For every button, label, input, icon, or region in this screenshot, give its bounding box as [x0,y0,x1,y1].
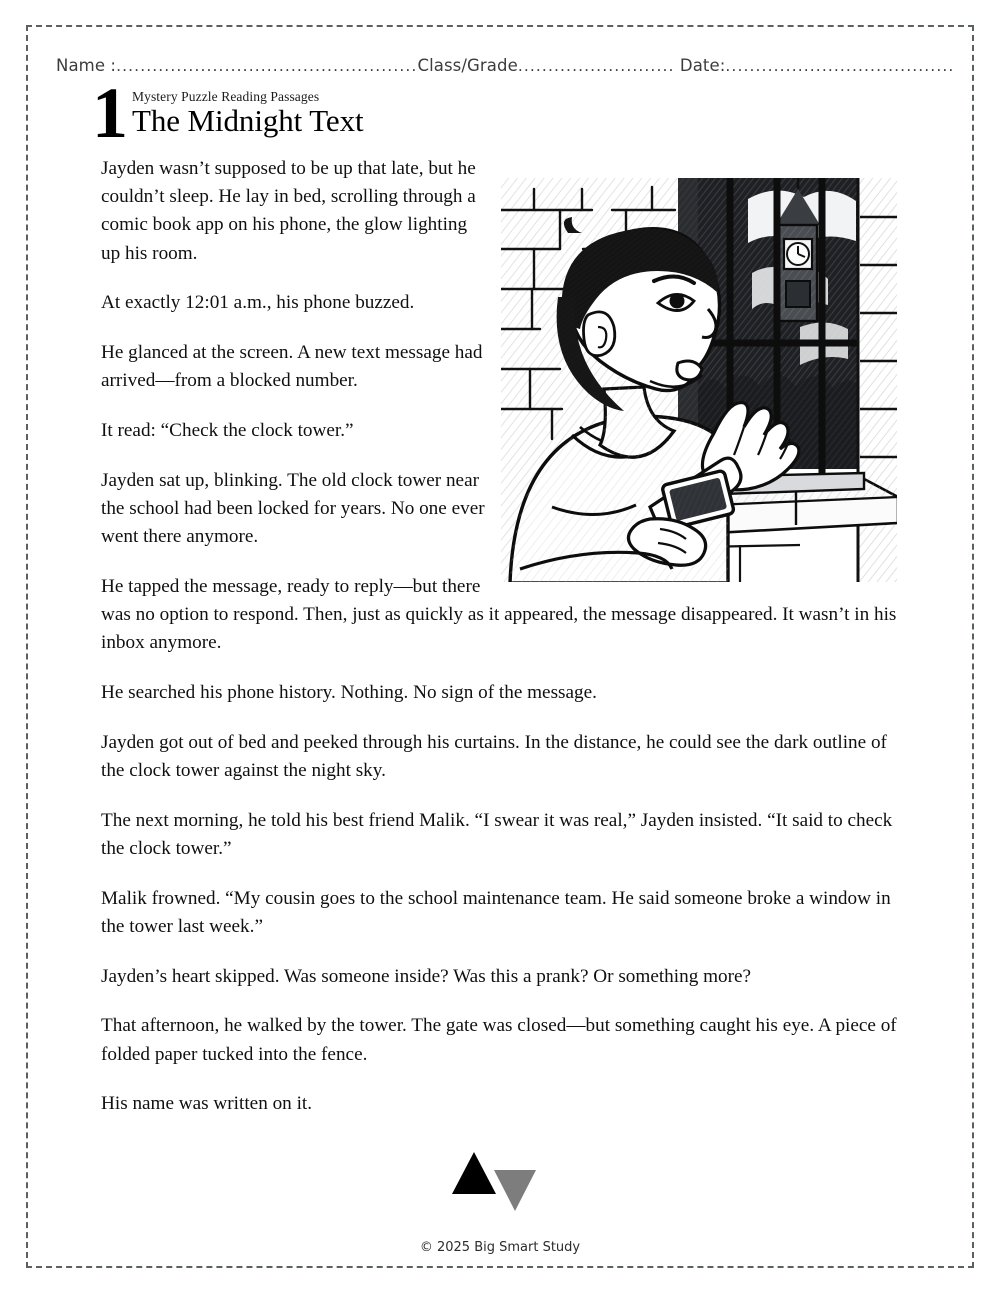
class-grade-label: Class/Grade [417,56,518,75]
illustration-artwork [500,177,898,583]
story-paragraph: He glanced at the screen. A new text message had arrived—from a blocked number. [101,342,483,392]
story-paragraph: Jayden’s heart skipped. Was someone inside? Was this a prank? Or something more? [101,965,752,987]
page-title: The Midnight Text [132,102,364,138]
story-paragraph: Malik frowned. “My cousin goes to the school maintenance team. He said someone broke a window in the tower last week.” [101,887,891,937]
passage-title-block [92,73,364,153]
name-fill-line[interactable]: .................................................. [116,57,418,75]
name-label: Name : [56,56,117,75]
story-paragraph: His name was written on it. [101,1093,313,1115]
date-fill-line[interactable]: ...................................... [725,57,955,75]
copyright-footer: © 2025 Big Smart Study [419,1240,581,1255]
story-paragraph: Jayden wasn’t supposed to be up that late, but he couldn’t sleep. He lay in bed, scrolling through a comic book app on his phone, the glow lighting up his room. [101,158,476,264]
story-paragraph: Jayden sat up, blinking. The old clock tower near the school had been locked for years. No one ever went there anymore. [101,469,485,548]
triangle-down-icon [494,1170,536,1211]
story-paragraph: He searched his phone history. Nothing. No sign of the message. [101,682,597,704]
passage-body [101,155,898,1140]
story-paragraph: At exactly 12:01 a.m., his phone buzzed. [101,292,415,314]
story-paragraph: The next morning, he told his best friend Malik. “I swear it was real,” Jayden insisted. “It said to check the clock tower.” [101,809,893,859]
story-paragraph: That afternoon, he walked by the tower. The gate was closed—but something caught his eye. A piece of folded paper tucked into the fence. [101,1015,897,1065]
title-text-group [132,86,363,137]
triangle-up-icon [452,1152,496,1194]
decorative-triangles [452,1152,542,1224]
class-grade-fill-line[interactable]: .......................... [517,57,675,75]
story-paragraph: Jayden got out of bed and peeked through his curtains. In the distance, he could see the dark outline of the clock tower against the night sky. [101,731,887,781]
passage-number: 1 [92,73,128,153]
date-label: Date: [679,56,726,75]
passage-illustration [500,177,898,583]
story-paragraph: He tapped the message, ready to reply—but there was no option to respond. Then, just as quickly as it appeared, the message disappeared. It wasn’t in his inbox anymore. [101,575,897,654]
student-info-header [56,56,955,75]
story-paragraph: It read: “Check the clock tower.” [101,420,354,442]
series-kicker: Mystery Puzzle Reading Passages [132,89,320,104]
